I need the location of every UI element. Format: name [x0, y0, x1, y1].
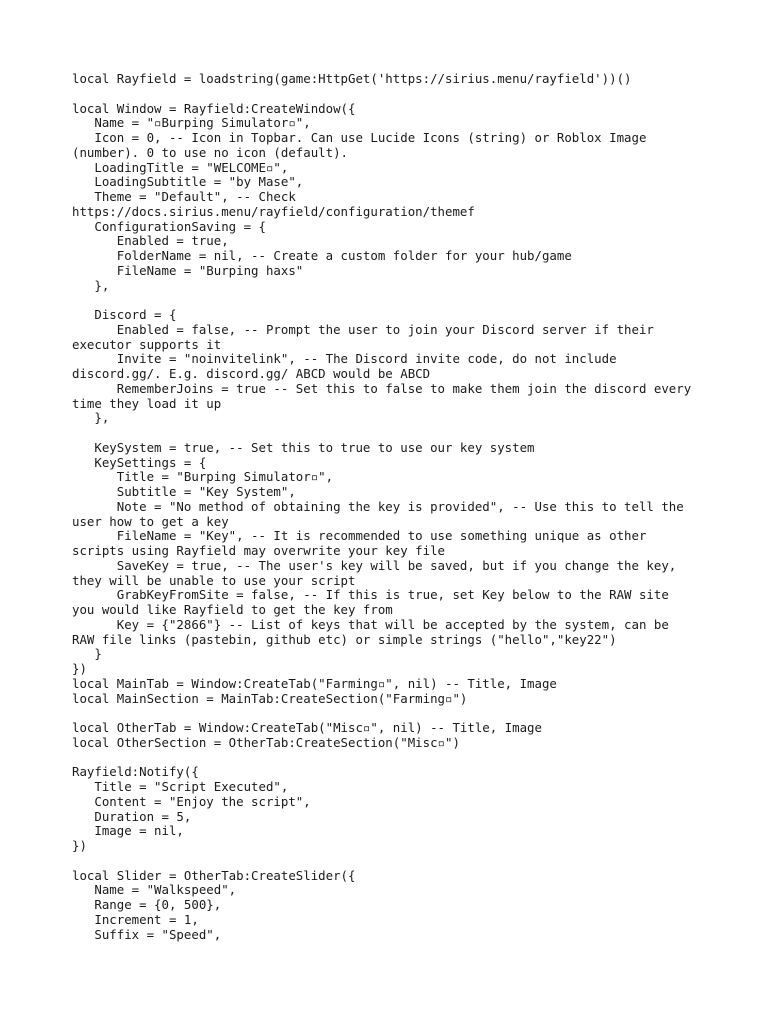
code-line	[72, 854, 702, 869]
code-line: RememberJoins = true -- Set this to false to make them join the discord every	[72, 380, 692, 396]
code-line: Note = "No method of obtaining the key is provided", -- Use this to tell the	[72, 498, 684, 514]
code-line: https://docs.sirius.menu/rayfield/configuration/themef	[72, 203, 475, 219]
code-line: Content = "Enjoy the script",	[72, 793, 311, 809]
code-line: FileName = "Key", -- It is recommended to use something unique as other	[72, 528, 647, 544]
code-line: Suffix = "Speed",	[72, 926, 222, 942]
code-line: Theme = "Default", -- Check	[72, 189, 296, 204]
code-line: })	[72, 661, 87, 676]
code-line: (number). 0 to use no icon (default).	[72, 144, 349, 160]
code-line: GrabKeyFromSite = false, -- If this is true, set Key below to the RAW site	[72, 587, 669, 603]
code-line: Enabled = false, -- Prompt the user to join your Discord server if their	[72, 321, 654, 337]
code-line: FileName = "Burping haxs"	[72, 262, 304, 278]
code-line: discord.gg/. E.g. discord.gg/ ABCD would be ABCD	[72, 366, 431, 381]
code-line: Icon = 0, -- Icon in Topbar. Can use Lucide Icons (string) or Roblox Image	[72, 130, 647, 145]
code-line: Rayfield:Notify({	[72, 764, 199, 780]
code-line: FolderName = nil, -- Create a custom folder for your hub/game	[72, 248, 572, 263]
code-line	[72, 87, 702, 102]
code-line: LoadingSubtitle = "by Mase",	[72, 174, 304, 190]
code-line: they will be unable to use your script	[72, 572, 356, 588]
code-line: local Window = Rayfield:CreateWindow({	[72, 100, 356, 116]
code-line: }	[72, 646, 102, 662]
code-line: Enabled = true,	[72, 233, 229, 249]
code-line: },	[72, 277, 110, 293]
code-line: KeySystem = true, -- Set this to true to use our key system	[72, 439, 535, 455]
code-line: you would like Rayfield to get the key from	[72, 602, 393, 617]
code-line: Discord = {	[72, 307, 177, 322]
code-line: Increment = 1,	[72, 911, 199, 927]
code-line: RAW file links (pastebin, github etc) or simple strings ("hello","key22")	[72, 631, 617, 647]
code-line: Invite = "noinvitelink", -- The Discord invite code, do not include	[72, 351, 617, 367]
code-line: local Rayfield = loadstring(game:HttpGet('https://sirius.menu/rayfield'))()	[72, 71, 632, 86]
code-line	[72, 751, 702, 766]
document-page	[72, 72, 702, 942]
code-line: },	[72, 410, 110, 426]
code-line: Key = {"2866"} -- List of keys that will be accepted by the system, can be	[72, 616, 669, 632]
code-line: Name = "Walkspeed",	[72, 882, 237, 898]
code-line: ConfigurationSaving = {	[72, 218, 266, 234]
code-line: time they load it up	[72, 395, 222, 411]
code-line: SaveKey = true, -- The user's key will be saved, but if you change the key,	[72, 557, 677, 573]
code-line: Subtitle = "Key System",	[72, 484, 296, 499]
code-line: })	[72, 838, 87, 853]
code-line: executor supports it	[72, 336, 222, 352]
code-line: local MainTab = Window:CreateTab("Farming▫", nil) -- Title, Image	[72, 675, 557, 691]
code-line: KeySettings = {	[72, 454, 207, 470]
code-line	[72, 426, 702, 441]
code-line: local OtherTab = Window:CreateTab("Misc▫", nil) -- Title, Image	[72, 720, 542, 735]
code-line	[72, 293, 702, 308]
code-line: local MainSection = MainTab:CreateSection("Farming▫")	[72, 690, 468, 706]
code-line: scripts using Rayfield may overwrite your key file	[72, 543, 445, 558]
code-line: Image = nil,	[72, 823, 184, 839]
code-line: local OtherSection = OtherTab:CreateSection("Misc▫")	[72, 734, 460, 750]
code-line: Range = {0, 500},	[72, 897, 222, 912]
code-line: user how to get a key	[72, 513, 229, 529]
code-line	[72, 706, 702, 721]
code-line: LoadingTitle = "WELCOME▫",	[72, 159, 289, 175]
code-line: Title = "Burping Simulator▫",	[72, 469, 334, 485]
code-line: Title = "Script Executed",	[72, 779, 289, 794]
code-line: Name = "▫Burping Simulator▫",	[72, 115, 311, 131]
code-line: local Slider = OtherTab:CreateSlider({	[72, 867, 356, 883]
code-line: Duration = 5,	[72, 808, 192, 824]
